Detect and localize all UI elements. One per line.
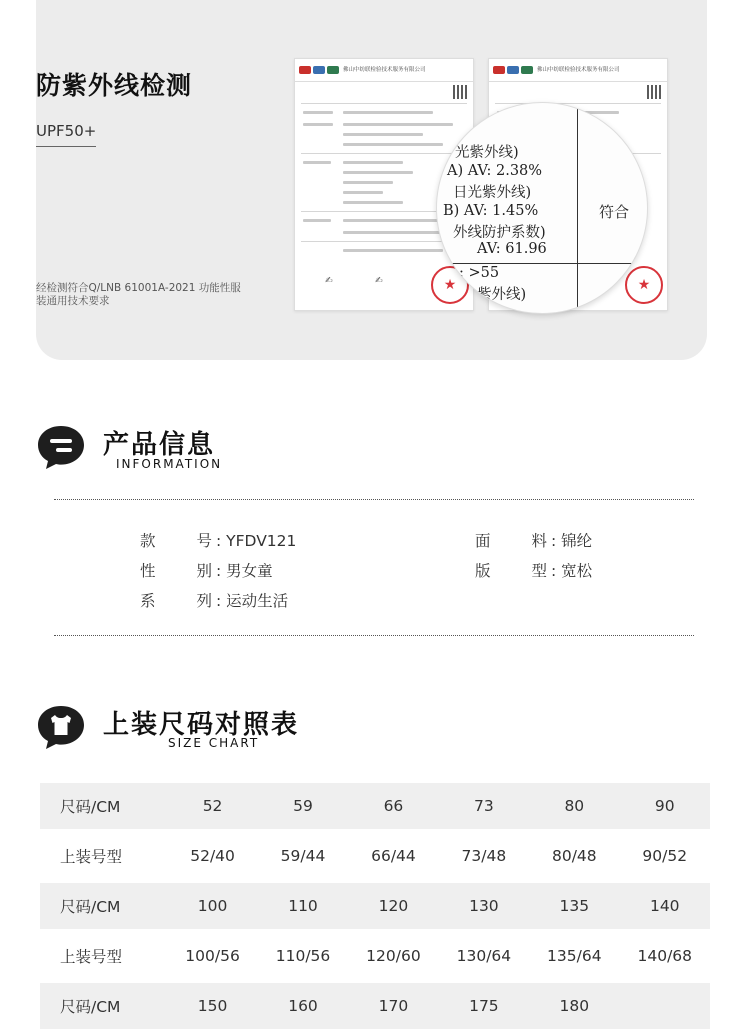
size-cell: 150 [197,997,228,1015]
chat-bubble-icon [36,424,86,470]
size-cell: 180 [559,997,590,1015]
report-company-name-2: 佛山中纺联检验技术服务有限公司 [537,66,620,73]
size-table-row [40,783,710,829]
signature-1: ✍ [325,276,333,286]
upf-title: 防紫外线检测 [36,71,193,100]
info-value: 宽松 [561,562,593,580]
size-cell: 135 [559,897,590,915]
size-cell: 90 [654,797,675,815]
size-cell: 130 [469,897,499,915]
red-seal-stamp-icon: ★ [431,266,469,304]
size-cell: 59 [293,797,313,815]
report-magnifier [436,102,648,314]
magnified-line: : >55 [459,265,500,281]
qr-code-icon [647,85,661,99]
size-table-row [40,883,710,929]
size-cell: 100/56 [185,947,240,965]
size-cell: 120 [378,897,409,915]
upf-standard-note: 经检测符合Q/LNB 61001A-2021 功能性服装通用技术要求 [36,282,241,307]
magnified-line: 光紫外线) [455,145,519,161]
info-field-fabric: 面 料 : 锦纶 [475,532,593,550]
magnified-line: 外线防护系数) [453,225,546,241]
size-cell: 80 [564,797,585,815]
qr-code-icon [453,85,467,99]
size-cell: 73 [474,797,494,815]
magnified-line: A) AV: 2.38% [447,163,543,179]
divider [54,635,694,636]
magnified-line: 日光紫外线) [453,185,532,201]
size-row-header: 上装号型 [60,848,123,866]
info-value: 男女童 [226,562,273,580]
product-info-subtitle: INFORMATION [116,457,223,471]
info-field-fit: 版 型 : 宽松 [475,562,593,580]
magnified-line: 紫外线) [477,287,527,303]
size-row-header: 上装号型 [60,948,123,966]
size-cell: 110/56 [275,947,331,965]
signature-2: ✍ [375,276,383,286]
product-info-title: 产品信息 [103,430,216,460]
size-cell: 120/60 [366,947,421,965]
info-value: 锦纶 [561,532,593,550]
size-cell: 140/68 [637,947,693,965]
size-row-header: 尺码/CM [60,798,121,816]
red-seal-stamp-icon: ★ [625,266,663,304]
size-cell: 80/48 [551,847,597,865]
info-field-series: 系 列 : 运动生活 [140,592,289,610]
magnified-result: 符合 [599,203,630,221]
size-cell: 135/64 [547,947,602,965]
size-chart-subtitle: SIZE CHART [168,736,260,750]
size-row-header: 尺码/CM [60,998,121,1016]
size-cell: 140 [649,897,680,915]
magnified-line: B) AV: 1.45% [443,203,539,219]
size-cell: 160 [288,997,318,1015]
size-cell: 66 [383,797,404,815]
size-cell: 52 [202,797,223,815]
magnified-line: AV: 61.96 [477,241,547,257]
size-table-row [40,933,710,979]
size-cell: 130/64 [456,947,512,965]
report-company-name: 佛山中纺联检验技术服务有限公司 [343,66,426,73]
size-cell: 52/40 [190,847,235,865]
certification-logos-icon [299,66,339,74]
info-value: 运动生活 [226,592,289,610]
size-cell: 100 [197,897,228,915]
size-cell: 90/52 [642,847,688,865]
size-table-row [40,833,710,879]
info-field-gender: 性 别 : 男女童 [140,562,273,580]
size-cell: 175 [469,997,499,1015]
certification-logos-icon [493,66,533,74]
size-cell: 66/44 [371,847,416,865]
size-cell: 73/48 [461,847,507,865]
size-cell: 59/44 [280,847,326,865]
size-cell: 110 [288,897,318,915]
upf-badge: UPF50+ [36,122,96,147]
size-table-row [40,983,710,1029]
size-chart-title: 上装尺码对照表 [103,710,300,740]
size-row-header: 尺码/CM [60,898,121,916]
tshirt-bubble-icon [36,704,86,750]
size-cell: 170 [378,997,409,1015]
divider [54,499,694,500]
info-field-style-no: 款 号 : YFDV121 [140,532,297,550]
info-value: YFDV121 [226,532,297,550]
